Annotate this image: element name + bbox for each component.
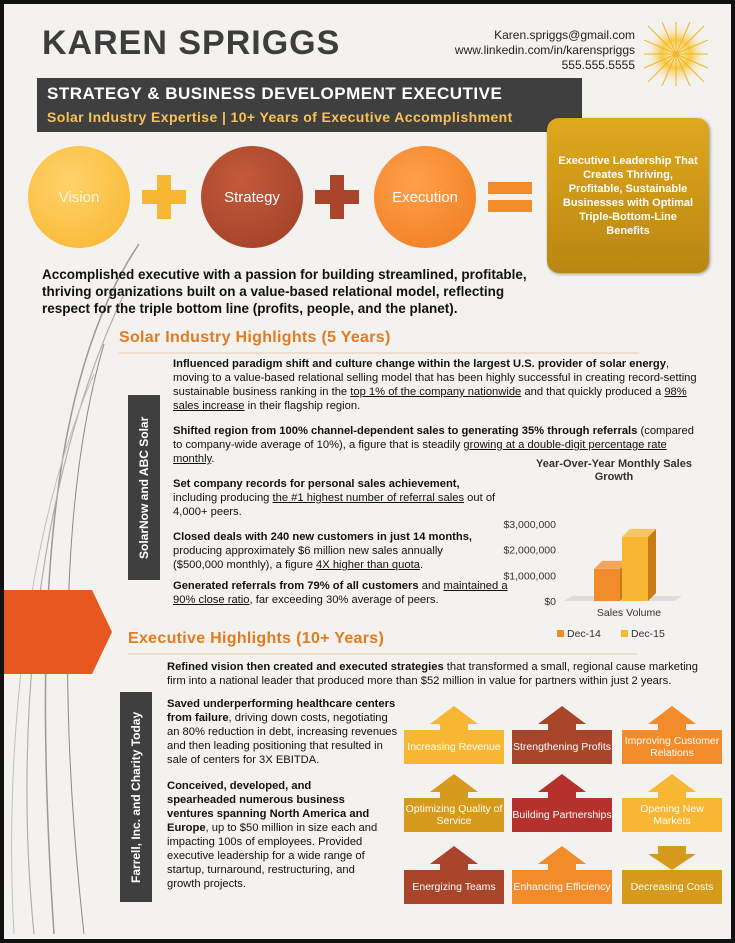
solar-paragraph-1 xyxy=(173,357,703,413)
benefit-tile xyxy=(512,772,612,834)
benefit-tile xyxy=(622,772,722,834)
solar-p2-underline: growing at a double-digit percentage rate monthly xyxy=(173,439,667,465)
solar-p1-underline: top 1% of the company nationwide xyxy=(350,386,522,398)
candidate-name: KAREN SPRIGGS xyxy=(42,24,341,62)
exec-heading: Executive Highlights (10+ Years) xyxy=(128,630,385,647)
y-tick-label: $1,000,000 xyxy=(503,570,556,583)
benefit-label: Strengthening Profits xyxy=(512,730,612,764)
benefit-label: Improving Customer Relations xyxy=(622,730,722,764)
exec-p1-text: that transformed a small, regional cause marketing firm into a national leader that produced more than $52 million in value for partners within just 2 years. xyxy=(167,661,698,687)
benefit-tile xyxy=(622,844,722,906)
solar-p3-text-2: out of 4,000+ peers. xyxy=(173,492,496,518)
exec-p2-bold: Saved underperforming healthcare centers from failure xyxy=(167,698,396,724)
benefits-grid xyxy=(404,704,720,904)
email-text[interactable]: Karen.spriggs@gmail.com xyxy=(494,28,635,42)
exec-paragraph-3 xyxy=(167,779,382,891)
y-tick-label: $0 xyxy=(544,596,556,608)
solar-paragraph-3 xyxy=(173,477,503,519)
legend-swatch xyxy=(557,630,564,637)
solar-p1-text-2: and that quickly produced a xyxy=(521,386,665,398)
benefit-tile xyxy=(404,844,504,906)
solar-p2-bold: Shifted region from 100% channel-dependent sales to generating 35% through referrals xyxy=(173,425,638,437)
exec-p2-text: , driving down costs, negotiating an 80% reduction in debt, increasing revenues and then leading positioning that resulted in sale of centers for 3X EBITDA. xyxy=(167,712,398,766)
exec-p3-bold: Conceived, developed, and spearheaded numerous business ventures spanning North America and Europe xyxy=(167,780,370,834)
solar-p5-text: and xyxy=(418,580,444,592)
solar-p5-underline: maintained a 90% close ratio xyxy=(173,580,508,606)
benefit-tile xyxy=(622,704,722,766)
exec-side-label: Farrell, Inc. and Charity Today xyxy=(120,692,152,902)
y-tick-label: $3,000,000 xyxy=(503,519,556,531)
benefit-label: Optimizing Quality of Service xyxy=(404,798,504,832)
solar-p1-text-3: in their flagship region. xyxy=(244,400,361,412)
legend-label: Dec-15 xyxy=(631,628,665,640)
chart-title: Year-Over-Year Monthly Sales Growth xyxy=(536,458,692,483)
solar-p2-text-2: . xyxy=(211,453,215,465)
solar-heading: Solar Industry Highlights (5 Years) xyxy=(119,329,391,346)
exec-paragraph-1 xyxy=(167,660,707,688)
intro-statement: Accomplished executive with a passion for building streamlined, profitable, thriving organizations built on a value-based relational model, reflecting respect for the triple bottom line (profits, people, and the planet). xyxy=(42,267,527,316)
benefit-label: Building Partnerships xyxy=(512,798,612,832)
solar-heading-underline xyxy=(119,350,639,356)
solar-p1-bold: Influenced paradigm shift and culture change within the largest U.S. provider of solar energy xyxy=(173,358,666,370)
phone-text: 555.555.5555 xyxy=(561,58,635,72)
solar-p4-text: producing approximately $6 million new sales annually ($500,000 monthly), a figure xyxy=(173,545,443,571)
y-tick-label: $2,000,000 xyxy=(503,544,556,557)
benefit-label: Decreasing Costs xyxy=(622,870,722,904)
solar-p3-bold: Set company records for personal sales achievement, xyxy=(173,478,460,490)
solar-p1-text: , moving to a value-based relational selling model that has been highly successful in creating record-setting sustainable business ranking in the xyxy=(173,358,697,398)
exec-p1-bold: Refined vision then created and executed strategies xyxy=(167,661,444,673)
orange-arrow-decoration xyxy=(4,590,116,674)
solar-p4-text-2: . xyxy=(419,559,424,571)
solar-paragraph-5 xyxy=(173,579,523,607)
solar-p3-underline: the #1 highest number of referral sales xyxy=(272,492,465,504)
benefit-tile xyxy=(512,844,612,906)
solar-p4-underline: 4X higher than quota xyxy=(316,559,420,571)
result-box: Executive Leadership That Creates Thriving, Profitable, Sustainable Businesses with Optimal Triple-Bottom-Line Benefits xyxy=(547,118,709,273)
solar-p1-underline-2: 98% sales increase xyxy=(173,386,687,412)
legend-swatch xyxy=(621,630,628,637)
bar-Dec-15 xyxy=(622,529,656,601)
execution-circle: Execution xyxy=(374,146,476,248)
legend-label: Dec-14 xyxy=(567,628,601,640)
solar-p2-text: (compared to company-wide average of 10%), a figure that is steadily xyxy=(173,425,694,451)
benefit-tile xyxy=(404,772,504,834)
benefit-label: Increasing Revenue xyxy=(404,730,504,764)
plus-icon-vertical xyxy=(157,175,171,219)
exec-p3-text: , up to $50 million in size each and impacting 100s of employees. Provided executive leadership for a wide range of startup, turnaround, restructuring, and growth projects. xyxy=(167,822,378,890)
benefit-label: Enhancing Efficiency xyxy=(512,870,612,904)
solar-p5-text-2: , far exceeding 30% average of peers. xyxy=(249,594,439,606)
solar-p4-bold: Closed deals with 240 new customers in just 14 months, xyxy=(173,531,473,543)
solar-side-label: SolarNow and ABC Solar xyxy=(128,395,160,580)
benefit-tile xyxy=(404,704,504,766)
exec-paragraph-2 xyxy=(167,697,402,767)
equals-icon xyxy=(488,182,532,194)
linkedin-text[interactable]: www.linkedin.com/in/karenspriggs xyxy=(454,43,635,57)
title-bar xyxy=(37,78,582,132)
solar-paragraph-4 xyxy=(173,530,473,572)
job-subtitle: Solar Industry Expertise | 10+ Years of Executive Accomplishment xyxy=(47,109,513,125)
strategy-circle: Strategy xyxy=(201,146,303,248)
sun-icon xyxy=(644,22,708,86)
exec-heading-underline xyxy=(128,651,638,657)
benefit-tile xyxy=(512,704,612,766)
plus-icon-vertical xyxy=(330,175,344,219)
solar-p5-bold: Generated referrals from 79% of all customers xyxy=(173,580,419,592)
solar-p3-text: including producing xyxy=(173,492,273,504)
resume-page xyxy=(4,4,731,939)
equals-icon-lower xyxy=(488,200,532,212)
x-axis-label: Sales Volume xyxy=(596,607,662,619)
job-title: STRATEGY & BUSINESS DEVELOPMENT EXECUTIVE xyxy=(47,84,503,103)
benefit-label: Opening New Markets xyxy=(622,798,722,832)
sales-chart xyxy=(479,504,709,652)
vision-circle: Vision xyxy=(28,146,130,248)
benefit-label: Energizing Teams xyxy=(404,870,504,904)
